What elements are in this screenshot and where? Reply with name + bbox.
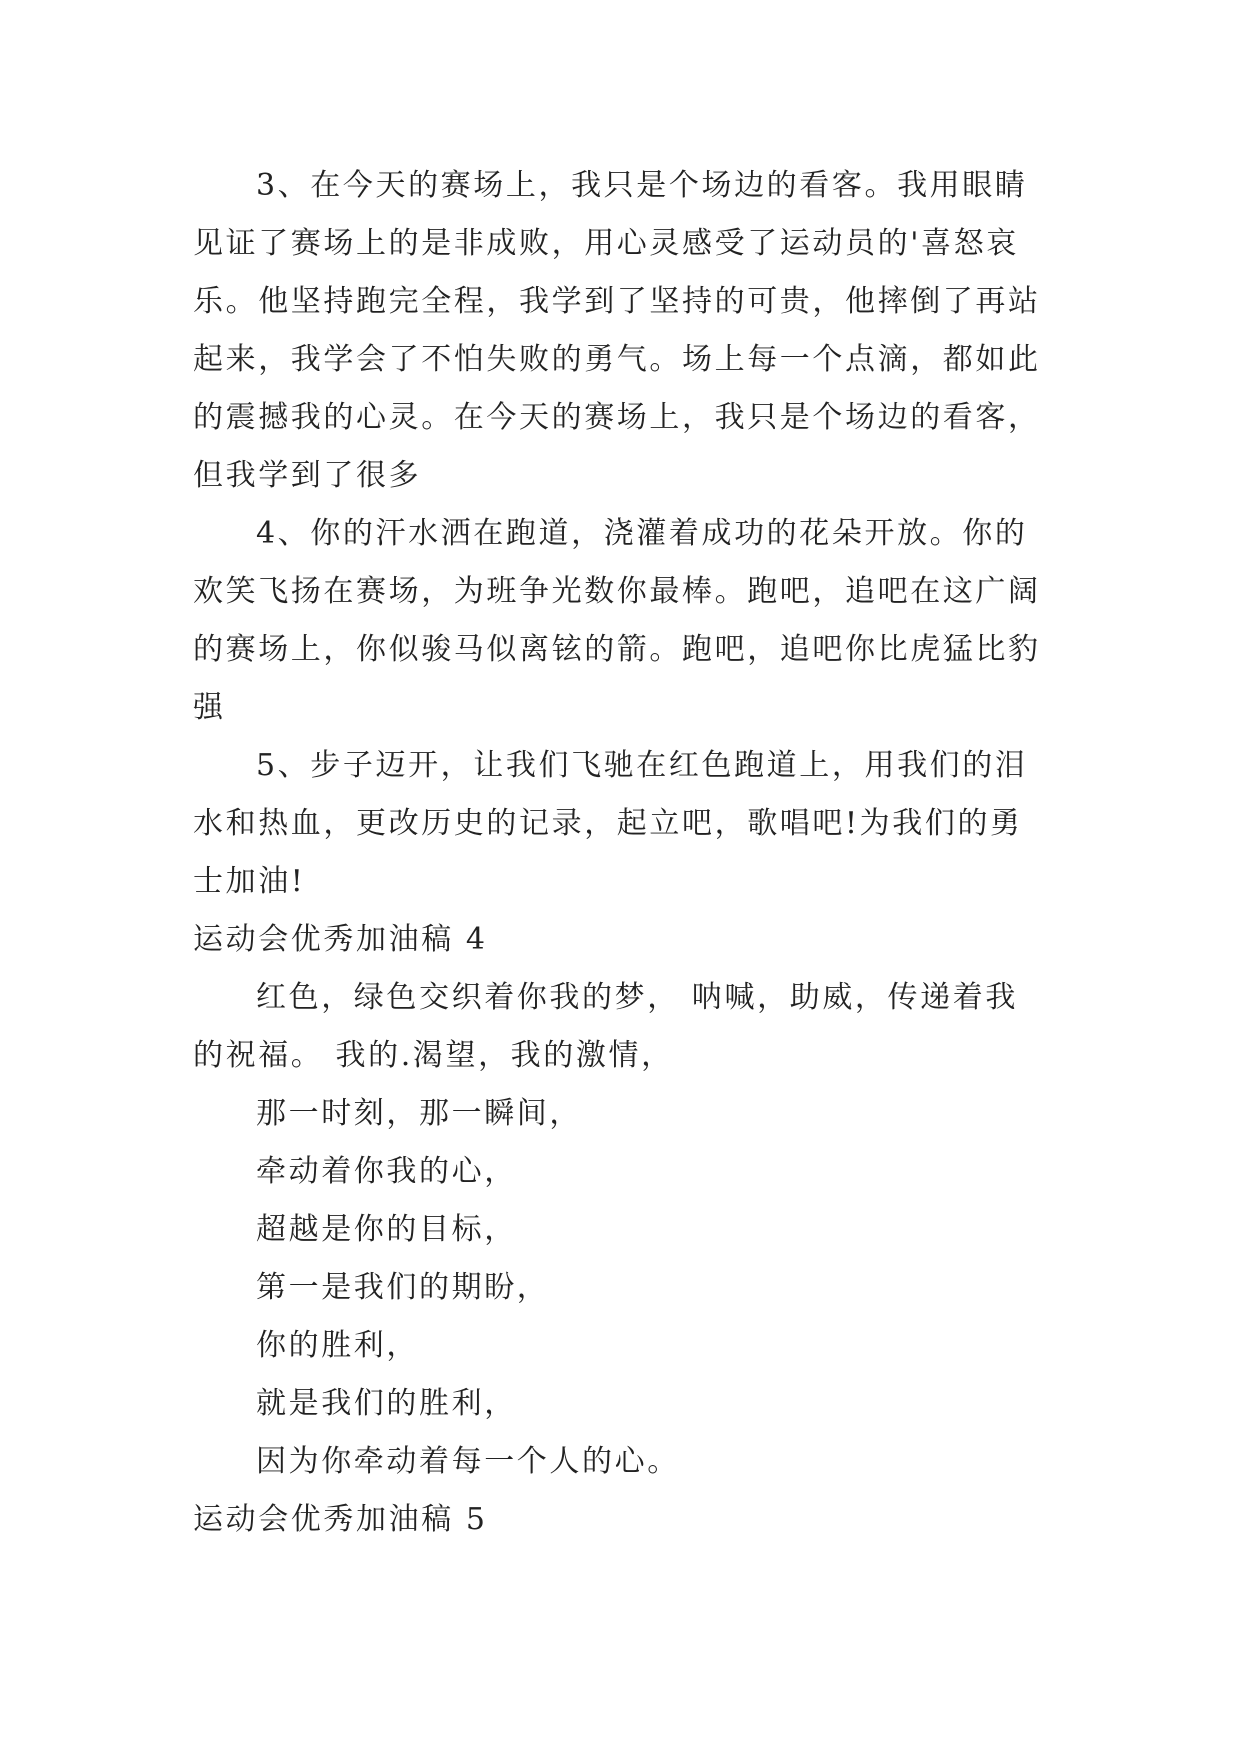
poem-line-7: 你的胜利， xyxy=(256,1328,419,1363)
paragraph-3-line-1: 3、在今天的赛场上，我只是个场边的看客。我用眼睛 xyxy=(256,168,1028,203)
poem-line-8: 就是我们的胜利， xyxy=(256,1386,517,1421)
poem-line-6: 第一是我们的期盼， xyxy=(256,1270,550,1305)
section-heading-5: 运动会优秀加油稿 5 xyxy=(193,1502,488,1537)
paragraph-3-line-5: 的震撼我的心灵。在今天的赛场上，我只是个场边的看客， xyxy=(193,400,1041,435)
section-heading-4: 运动会优秀加油稿 4 xyxy=(193,922,488,957)
poem-line-4: 牵动着你我的心， xyxy=(256,1154,517,1189)
poem-line-3: 那一时刻，那一瞬间， xyxy=(256,1096,582,1131)
paragraph-5-line-2: 水和热血，更改历史的记录，起立吧，歌唱吧!为我们的勇 xyxy=(193,806,1023,841)
paragraph-5-line-3: 士加油! xyxy=(193,864,306,899)
poem-line-1: 红色，绿色交织着你我的梦， 呐喊，助威，传递着我 xyxy=(256,980,1018,1015)
paragraph-3-line-4: 起来，我学会了不怕失败的勇气。场上每一个点滴，都如此 xyxy=(193,342,1041,377)
paragraph-3-line-2: 见证了赛场上的是非成败，用心灵感受了运动员的'喜怒哀 xyxy=(193,226,1019,261)
paragraph-4-line-2: 欢笑飞扬在赛场，为班争光数你最棒。跑吧，追吧在这广阔 xyxy=(193,574,1041,609)
paragraph-4-line-4: 强 xyxy=(193,690,226,725)
paragraph-4-line-1: 4、你的汗水洒在跑道，浇灌着成功的花朵开放。你的 xyxy=(256,516,1028,551)
paragraph-4-line-3: 的赛场上，你似骏马似离铉的箭。跑吧，追吧你比虎猛比豹 xyxy=(193,632,1041,667)
paragraph-3-line-6: 但我学到了很多 xyxy=(193,458,422,493)
poem-line-2: 的祝福。 我的.渴望，我的激情， xyxy=(193,1038,674,1073)
paragraph-5-line-1: 5、步子迈开，让我们飞驰在红色跑道上，用我们的泪 xyxy=(256,748,1028,783)
poem-line-9: 因为你牵动着每一个人的心。 xyxy=(256,1444,680,1479)
poem-line-5: 超越是你的目标， xyxy=(256,1212,517,1247)
paragraph-3-line-3: 乐。他坚持跑完全程，我学到了坚持的可贵，他摔倒了再站 xyxy=(193,284,1041,319)
